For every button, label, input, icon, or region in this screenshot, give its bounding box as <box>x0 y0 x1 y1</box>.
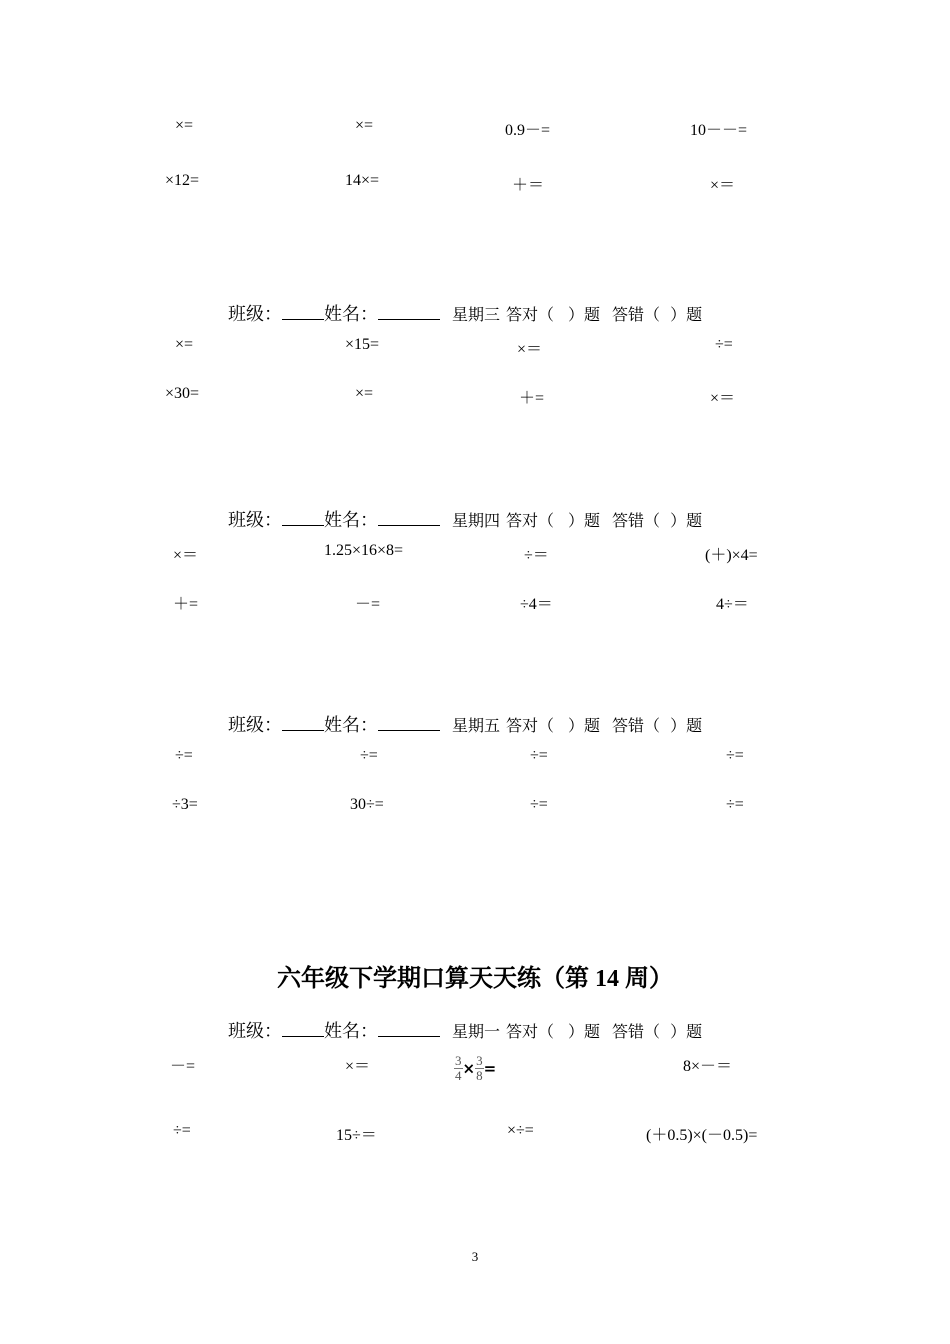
exercise: ×30= <box>165 385 200 402</box>
exercise: ×＝ <box>345 1058 371 1075</box>
exercise: ×= <box>355 117 374 134</box>
name-blank[interactable] <box>378 714 440 731</box>
weekday-label: 星期五 <box>452 718 501 735</box>
exercise: ＋＝ <box>512 177 545 194</box>
class-label: 班级： <box>228 1021 282 1041</box>
page-title: 六年级下学期口算天天练（第 14 周） <box>277 966 673 992</box>
exercise: ÷= <box>726 747 744 764</box>
student-info-header <box>228 1017 702 1043</box>
exercise: ×＝ <box>517 341 543 358</box>
exercise: 0.9－= <box>505 122 551 139</box>
wrong-count-close: ）题 <box>670 1024 703 1041</box>
exercise: 15÷＝ <box>336 1127 377 1144</box>
exercise: ÷3= <box>172 796 198 813</box>
exercise: －= <box>170 1058 196 1075</box>
name-label: 姓名： <box>324 1021 378 1041</box>
exercise: ÷4＝ <box>520 596 553 613</box>
student-info-header <box>228 711 702 737</box>
exercise: ×＝ <box>710 390 736 407</box>
name-label: 姓名： <box>324 510 378 530</box>
correct-count-label: 答对（ <box>506 718 555 735</box>
student-info-header <box>228 300 702 326</box>
exercise: ÷= <box>173 1122 191 1139</box>
weekday-label: 星期三 <box>452 307 501 324</box>
class-blank[interactable] <box>282 509 324 526</box>
exercise: 14×= <box>345 172 380 189</box>
fraction-denominator: 4 <box>455 1068 462 1083</box>
exercise: ×= <box>355 385 374 402</box>
class-blank[interactable] <box>282 1020 324 1037</box>
wrong-count-label: 答错（ <box>612 307 661 324</box>
exercise: ÷＝ <box>524 547 549 564</box>
wrong-count-label: 答错（ <box>612 718 661 735</box>
correct-count-close: ）题 <box>568 307 601 324</box>
multiply-sign: × <box>462 1059 476 1078</box>
name-blank[interactable] <box>378 1020 440 1037</box>
exercise: ÷= <box>175 747 193 764</box>
class-label: 班级： <box>228 304 282 324</box>
exercise: ÷= <box>530 747 548 764</box>
exercise: (＋0.5)×(－0.5)= <box>646 1127 758 1144</box>
fraction-numerator: 3 <box>455 1053 462 1068</box>
exercise: ×= <box>175 336 194 353</box>
fraction <box>454 1054 463 1083</box>
exercise: ×＝ <box>173 547 199 564</box>
fraction-denominator: 8 <box>476 1068 483 1083</box>
exercise: 30÷= <box>350 796 384 813</box>
exercise: ×= <box>175 117 194 134</box>
correct-count-close: ）题 <box>568 718 601 735</box>
page-number: 3 <box>471 1249 479 1264</box>
wrong-count-close: ）题 <box>670 307 703 324</box>
exercise: ×12= <box>165 172 200 189</box>
correct-count-close: ）题 <box>568 513 601 530</box>
weekday-label: 星期一 <box>452 1024 501 1041</box>
name-label: 姓名： <box>324 715 378 735</box>
equals-sign: = <box>483 1059 497 1078</box>
fraction-exercise <box>454 1054 496 1083</box>
class-label: 班级： <box>228 715 282 735</box>
wrong-count-close: ）题 <box>670 513 703 530</box>
wrong-count-label: 答错（ <box>612 1024 661 1041</box>
correct-count-label: 答对（ <box>506 513 555 530</box>
name-label: 姓名： <box>324 304 378 324</box>
wrong-count-label: 答错（ <box>612 513 661 530</box>
exercise: ×÷= <box>507 1122 534 1139</box>
correct-count-label: 答对（ <box>506 307 555 324</box>
exercise: 8×－＝ <box>683 1058 733 1075</box>
correct-count-label: 答对（ <box>506 1024 555 1041</box>
weekday-label: 星期四 <box>452 513 501 530</box>
exercise: 1.25×16×8= <box>324 542 404 559</box>
class-blank[interactable] <box>282 714 324 731</box>
correct-count-close: ）题 <box>568 1024 601 1041</box>
exercise: 4÷＝ <box>716 596 749 613</box>
exercise: ÷= <box>726 796 744 813</box>
exercise: ×＝ <box>710 177 736 194</box>
exercise: ÷= <box>530 796 548 813</box>
name-blank[interactable] <box>378 509 440 526</box>
student-info-header <box>228 506 702 532</box>
fraction <box>475 1054 484 1083</box>
exercise: ÷= <box>715 336 733 353</box>
class-blank[interactable] <box>282 303 324 320</box>
exercise: ÷= <box>360 747 378 764</box>
class-label: 班级： <box>228 510 282 530</box>
fraction-numerator: 3 <box>476 1053 483 1068</box>
exercise: ＋= <box>519 390 545 407</box>
wrong-count-close: ）题 <box>670 718 703 735</box>
exercise: ×15= <box>345 336 380 353</box>
exercise: ＋= <box>173 596 199 613</box>
exercise: －= <box>355 596 381 613</box>
exercise: (＋)×4= <box>705 547 758 564</box>
exercise: 10－－= <box>690 122 748 139</box>
name-blank[interactable] <box>378 303 440 320</box>
